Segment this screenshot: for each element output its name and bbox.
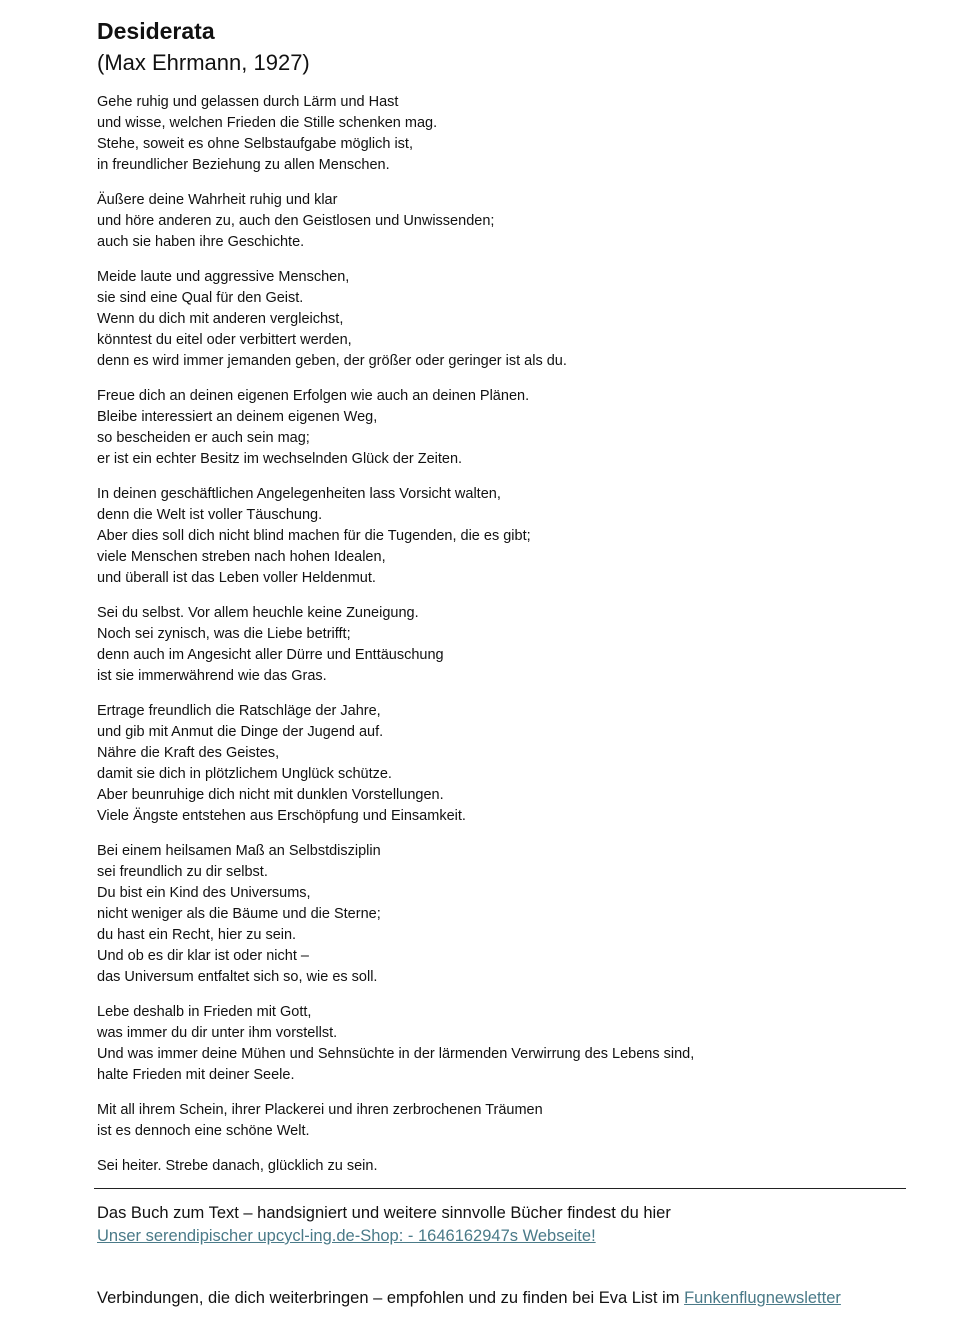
poem-line: Und was immer deine Mühen und Sehnsüchte in der lärmenden Verwirrung des Lebens sind, <box>97 1046 695 1062</box>
document <box>97 16 907 1191</box>
connections-text: Verbindungen, die dich weiterbringen – empfohlen und zu finden bei Eva List im <box>97 1289 685 1307</box>
poem-line: Mit all ihrem Schein, ihrer Plackerei und ihren zerbrochenen Träumen <box>97 1102 543 1118</box>
poem-line: Gehe ruhig und gelassen durch Lärm und Hast <box>97 94 399 110</box>
stanza <box>97 701 827 827</box>
poem-line: Wenn du dich mit anderen vergleichst, <box>97 311 344 327</box>
poem-line: Meide laute und aggressive Menschen, <box>97 269 350 285</box>
stanza <box>97 1156 827 1177</box>
poem-line: Bei einem heilsamen Maß an Selbstdisziplin <box>97 843 381 859</box>
poem-line: Und ob es dir klar ist oder nicht – <box>97 948 309 964</box>
shop-link[interactable]: Unser serendipischer upcycl-ing.de-Shop: - 1646162947s Webseite! <box>97 1227 596 1245</box>
poem-line: Bleibe interessiert an deinem eigenen Weg, <box>97 409 378 425</box>
poem-line: Ertrage freundlich die Ratschläge der Jahre, <box>97 703 381 719</box>
poem-line: Äußere deine Wahrheit ruhig und klar <box>97 192 338 208</box>
poem-line: denn die Welt ist voller Täuschung. <box>97 507 323 523</box>
poem-line: und wisse, welchen Frieden die Stille schenken mag. <box>97 115 438 131</box>
connections-line <box>97 1287 841 1310</box>
poem-line: viele Menschen streben nach hohen Idealen, <box>97 549 386 565</box>
poem-line: Sei du selbst. Vor allem heuchle keine Zuneigung. <box>97 605 419 621</box>
poem-line: Du bist ein Kind des Universums, <box>97 885 311 901</box>
poem-line: denn es wird immer jemanden geben, der größer oder geringer ist als du. <box>97 353 567 369</box>
poem-line: du hast ein Recht, hier zu sein. <box>97 927 297 943</box>
poem-line: Lebe deshalb in Frieden mit Gott, <box>97 1004 312 1020</box>
poem-line: halte Frieden mit deiner Seele. <box>97 1067 295 1083</box>
stanza <box>97 190 827 253</box>
poem-line: In deinen geschäftlichen Angelegenheiten lass Vorsicht walten, <box>97 486 501 502</box>
stanza <box>97 92 827 176</box>
poem-line: denn auch im Angesicht aller Dürre und Enttäuschung <box>97 647 444 663</box>
poem-line: Noch sei zynisch, was die Liebe betrifft; <box>97 626 351 642</box>
poem-line: könntest du eitel oder verbittert werden, <box>97 332 352 348</box>
footer <box>97 1202 907 1307</box>
poem-line: was immer du dir unter ihm vorstellst. <box>97 1025 338 1041</box>
poem-line: das Universum entfaltet sich so, wie es soll. <box>97 969 378 985</box>
poem-line: ist sie immerwährend wie das Gras. <box>97 668 327 684</box>
poem-line: und höre anderen zu, auch den Geistlosen und Unwissenden; <box>97 213 495 229</box>
poem-line: Nähre die Kraft des Geistes, <box>97 745 280 761</box>
poem-line: Viele Ängste entstehen aus Erschöpfung und Einsamkeit. <box>97 808 466 824</box>
poem-body <box>97 92 827 1177</box>
poem-line: sei freundlich zu dir selbst. <box>97 864 268 880</box>
poem-line: nicht weniger als die Bäume und die Sterne; <box>97 906 381 922</box>
poem-line: Sei heiter. Strebe danach, glücklich zu sein. <box>97 1158 378 1174</box>
stanza <box>97 1002 827 1086</box>
poem-line: und gib mit Anmut die Dinge der Jugend auf. <box>97 724 384 740</box>
stanza <box>97 841 827 988</box>
stanza <box>97 603 827 687</box>
poem-line: Stehe, soweit es ohne Selbstaufgabe möglich ist, <box>97 136 413 152</box>
poem-line: sie sind eine Qual für den Geist. <box>97 290 304 306</box>
poem-line: auch sie haben ihre Geschichte. <box>97 234 305 250</box>
poem-line: so bescheiden er auch sein mag; <box>97 430 310 446</box>
poem-line: ist es dennoch eine schöne Welt. <box>97 1123 310 1139</box>
poem-line: Aber beunruhige dich nicht mit dunklen Vorstellungen. <box>97 787 444 803</box>
poem-line: damit sie dich in plötzlichem Unglück schütze. <box>97 766 392 782</box>
stanza <box>97 1100 827 1142</box>
poem-line: in freundlicher Beziehung zu allen Menschen. <box>97 157 390 173</box>
divider <box>94 1188 906 1189</box>
stanza <box>97 386 827 470</box>
poem-line: Aber dies soll dich nicht blind machen für die Tugenden, die es gibt; <box>97 528 531 544</box>
document-subtitle: (Max Ehrmann, 1927) <box>97 50 310 75</box>
poem-line: und überall ist das Leben voller Heldenmut. <box>97 570 376 586</box>
stanza <box>97 484 827 589</box>
stanza <box>97 267 827 372</box>
newsletter-link[interactable]: Funkenflugnewsletter <box>684 1289 841 1307</box>
poem-line: Freue dich an deinen eigenen Erfolgen wie auch an deinen Plänen. <box>97 388 530 404</box>
document-title: Desiderata <box>97 18 215 44</box>
poem-line: er ist ein echter Besitz im wechselnden Glück der Zeiten. <box>97 451 463 467</box>
book-text: Das Buch zum Text – handsigniert und weitere sinnvolle Bücher findest du hier <box>97 1204 671 1222</box>
